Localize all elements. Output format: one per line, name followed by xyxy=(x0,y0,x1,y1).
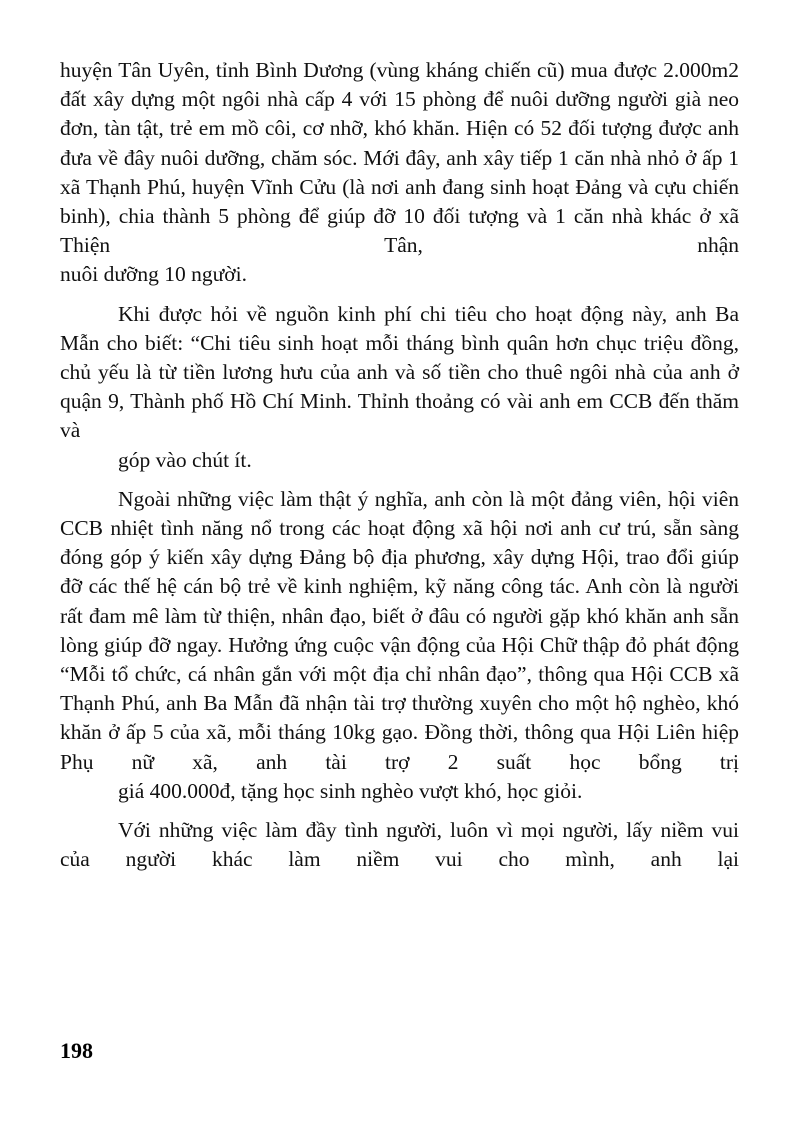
text-line: nhỏ ở ấp 1 xã Thạnh Phú, huyện Vĩnh Cửu (là nơi anh đang xyxy=(60,145,740,199)
text-line: đam mê làm từ thiện, nhân đạo, biết ở đâu có người gặp khó xyxy=(88,603,619,628)
paragraph-1 xyxy=(60,56,739,290)
text-line: của Hội Chữ thập đỏ phát động “Mỗi tổ chức, cá nhân gắn với xyxy=(60,632,740,687)
text-line: giúp đỡ 10 đối tượng và 1 căn nhà khác ở xã Thiện Tân, nhận xyxy=(60,204,739,258)
text-line: lấy niềm vui của người khác làm niềm vui cho mình, anh lại xyxy=(60,818,740,872)
text-line-last: giá 400.000đ, tặng học sinh nghèo vượt khó, học giỏi. xyxy=(118,778,583,803)
text-line: một địa chỉ nhân đạo”, thông qua Hội CCB xã Thạnh Phú, xyxy=(60,662,740,716)
text-line: bộ địa phương, xây dựng Hội, trao đổi giúp đỡ các thế hệ cán xyxy=(60,545,740,599)
page-number: 198 xyxy=(60,1038,93,1063)
text-line: sinh hoạt Đảng và cựu chiến binh), chia thành 5 phòng để xyxy=(60,174,739,229)
paragraph-4 xyxy=(60,816,739,874)
text-line: bộ trẻ về kinh nghiệm, kỹ năng công tác. Anh còn là người rất xyxy=(60,574,739,628)
paragraph-3 xyxy=(60,485,739,806)
text-line: hội nơi anh cư trú, sẵn sàng đóng góp ý kiến xây dựng Đảng xyxy=(60,516,740,570)
text-line: đây nuôi dưỡng, chăm sóc. Mới đây, anh xây tiếp 1 căn nhà xyxy=(123,145,642,170)
text-line: Với những việc làm đầy tình người, luôn vì mọi người, xyxy=(118,818,619,843)
document-page xyxy=(60,56,739,874)
text-line: phòng để nuôi dưỡng người già neo đơn, tàn tật, trẻ em mồ xyxy=(60,87,740,141)
paragraph-2 xyxy=(60,300,739,475)
text-line: Khi được hỏi về nguồn kinh phí chi tiêu cho hoạt động xyxy=(118,301,624,326)
text-line: khó khăn ở ấp 5 của xã, mỗi tháng 10kg gạo. Đồng thời, thông xyxy=(60,691,740,745)
text-line: quân hơn chục triệu đồng, chủ yếu là từ tiền lương hưu của xyxy=(60,330,739,385)
text-line: này, anh Ba Mẫn cho biết: “Chi tiêu sinh hoạt mỗi tháng bình xyxy=(60,301,739,355)
text-line: côi, cơ nhỡ, khó khăn. Hiện có 52 đối tượng được anh đưa về xyxy=(60,116,739,170)
text-line: Ngoài những việc làm thật ý nghĩa, anh còn là một đảng xyxy=(118,486,613,511)
text-line: khăn anh sẵn lòng giúp đỡ ngay. Hưởng ứng cuộc vận động xyxy=(60,603,740,657)
text-line: anh và số tiền cho thuê ngôi nhà của anh ở quận 9, Thành phố xyxy=(60,360,740,414)
text-line: viên, hội viên CCB nhiệt tình năng nổ trong các hoạt động xã xyxy=(60,486,740,541)
text-line-last: nuôi dưỡng 10 người. xyxy=(60,262,247,287)
text-line: anh Ba Mẫn đã nhận tài trợ thường xuyên cho một hộ nghèo, xyxy=(166,691,701,716)
text-line: mua được 2.000m2 đất xây dựng một ngôi nhà cấp 4 với 15 xyxy=(60,58,739,112)
text-line-last: góp vào chút ít. xyxy=(118,447,252,472)
text-line: qua Hội Liên hiệp Phụ nữ xã, anh tài trợ 2 suất học bổng trị xyxy=(60,720,739,774)
text-line: Hồ Chí Minh. Thỉnh thoảng có vài anh em CCB đến thăm và xyxy=(60,389,739,443)
text-line: huyện Tân Uyên, tỉnh Bình Dương (vùng kháng chiến cũ) xyxy=(60,58,565,82)
